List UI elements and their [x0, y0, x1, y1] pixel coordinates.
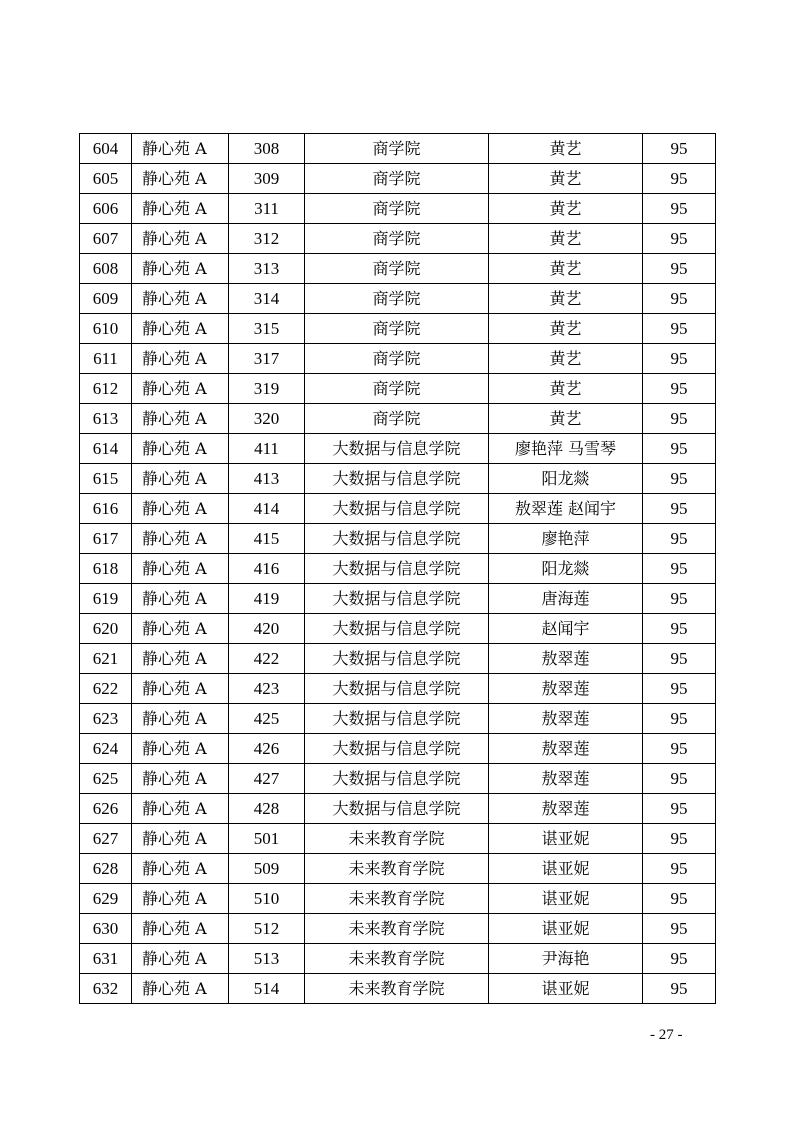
room-number-cell: 312	[229, 224, 305, 254]
building-cell: 静心苑 A	[132, 194, 229, 224]
counselor-cell: 黄艺	[489, 134, 643, 164]
table-row	[80, 644, 716, 674]
building-cell: 静心苑 A	[132, 794, 229, 824]
college-cell: 未来教育学院	[305, 884, 489, 914]
room-number-cell: 317	[229, 344, 305, 374]
room-number-cell: 423	[229, 674, 305, 704]
building-cell: 静心苑 A	[132, 404, 229, 434]
score-cell: 95	[643, 164, 716, 194]
building-cell: 静心苑 A	[132, 464, 229, 494]
room-number-cell: 314	[229, 284, 305, 314]
building-cell: 静心苑 A	[132, 914, 229, 944]
building-cell: 静心苑 A	[132, 974, 229, 1004]
college-cell: 商学院	[305, 314, 489, 344]
table-row	[80, 404, 716, 434]
table-row	[80, 464, 716, 494]
college-cell: 商学院	[305, 284, 489, 314]
room-number-cell: 320	[229, 404, 305, 434]
building-cell: 静心苑 A	[132, 674, 229, 704]
college-cell: 大数据与信息学院	[305, 764, 489, 794]
row-index-cell: 613	[80, 404, 132, 434]
row-index-cell: 606	[80, 194, 132, 224]
page-number: - 27 -	[650, 1027, 683, 1043]
building-cell: 静心苑 A	[132, 134, 229, 164]
college-cell: 大数据与信息学院	[305, 674, 489, 704]
score-cell: 95	[643, 584, 716, 614]
room-number-cell: 311	[229, 194, 305, 224]
building-cell: 静心苑 A	[132, 164, 229, 194]
room-number-cell: 319	[229, 374, 305, 404]
score-cell: 95	[643, 494, 716, 524]
score-cell: 95	[643, 464, 716, 494]
counselor-cell: 敖翠莲	[489, 734, 643, 764]
table-row	[80, 314, 716, 344]
score-cell: 95	[643, 974, 716, 1004]
building-cell: 静心苑 A	[132, 314, 229, 344]
row-index-cell: 628	[80, 854, 132, 884]
room-number-cell: 413	[229, 464, 305, 494]
row-index-cell: 632	[80, 974, 132, 1004]
building-cell: 静心苑 A	[132, 704, 229, 734]
room-number-cell: 512	[229, 914, 305, 944]
counselor-cell: 黄艺	[489, 284, 643, 314]
table-row	[80, 794, 716, 824]
building-cell: 静心苑 A	[132, 944, 229, 974]
row-index-cell: 608	[80, 254, 132, 284]
counselor-cell: 谌亚妮	[489, 974, 643, 1004]
table-row	[80, 344, 716, 374]
room-number-cell: 419	[229, 584, 305, 614]
college-cell: 未来教育学院	[305, 914, 489, 944]
row-index-cell: 631	[80, 944, 132, 974]
row-index-cell: 614	[80, 434, 132, 464]
row-index-cell: 607	[80, 224, 132, 254]
building-cell: 静心苑 A	[132, 434, 229, 464]
college-cell: 商学院	[305, 374, 489, 404]
building-cell: 静心苑 A	[132, 254, 229, 284]
score-cell: 95	[643, 224, 716, 254]
room-number-cell: 415	[229, 524, 305, 554]
room-number-cell: 422	[229, 644, 305, 674]
counselor-cell: 阳龙燚	[489, 464, 643, 494]
score-cell: 95	[643, 794, 716, 824]
score-cell: 95	[643, 854, 716, 884]
table-row	[80, 374, 716, 404]
score-cell: 95	[643, 704, 716, 734]
room-number-cell: 514	[229, 974, 305, 1004]
room-number-cell: 313	[229, 254, 305, 284]
building-cell: 静心苑 A	[132, 494, 229, 524]
table-row	[80, 884, 716, 914]
table-row	[80, 764, 716, 794]
college-cell: 大数据与信息学院	[305, 584, 489, 614]
table-body	[80, 134, 716, 1004]
row-index-cell: 619	[80, 584, 132, 614]
building-cell: 静心苑 A	[132, 344, 229, 374]
row-index-cell: 610	[80, 314, 132, 344]
score-cell: 95	[643, 824, 716, 854]
counselor-cell: 谌亚妮	[489, 854, 643, 884]
college-cell: 商学院	[305, 254, 489, 284]
building-cell: 静心苑 A	[132, 884, 229, 914]
building-cell: 静心苑 A	[132, 584, 229, 614]
table-row	[80, 224, 716, 254]
row-index-cell: 620	[80, 614, 132, 644]
room-number-cell: 501	[229, 824, 305, 854]
table-row	[80, 824, 716, 854]
row-index-cell: 623	[80, 704, 132, 734]
row-index-cell: 616	[80, 494, 132, 524]
table-row	[80, 494, 716, 524]
room-number-cell: 425	[229, 704, 305, 734]
score-cell: 95	[643, 314, 716, 344]
table-row	[80, 584, 716, 614]
building-cell: 静心苑 A	[132, 284, 229, 314]
table-row	[80, 254, 716, 284]
score-cell: 95	[643, 884, 716, 914]
college-cell: 大数据与信息学院	[305, 464, 489, 494]
college-cell: 未来教育学院	[305, 824, 489, 854]
room-number-cell: 427	[229, 764, 305, 794]
college-cell: 大数据与信息学院	[305, 554, 489, 584]
room-number-cell: 513	[229, 944, 305, 974]
room-number-cell: 416	[229, 554, 305, 584]
counselor-cell: 赵闻宇	[489, 614, 643, 644]
counselor-cell: 谌亚妮	[489, 914, 643, 944]
row-index-cell: 617	[80, 524, 132, 554]
row-index-cell: 629	[80, 884, 132, 914]
row-index-cell: 621	[80, 644, 132, 674]
table-row	[80, 434, 716, 464]
building-cell: 静心苑 A	[132, 554, 229, 584]
college-cell: 商学院	[305, 224, 489, 254]
building-cell: 静心苑 A	[132, 224, 229, 254]
counselor-cell: 敖翠莲	[489, 764, 643, 794]
counselor-cell: 尹海艳	[489, 944, 643, 974]
college-cell: 大数据与信息学院	[305, 614, 489, 644]
table-row	[80, 134, 716, 164]
counselor-cell: 敖翠莲	[489, 794, 643, 824]
score-cell: 95	[643, 914, 716, 944]
row-index-cell: 626	[80, 794, 132, 824]
college-cell: 大数据与信息学院	[305, 794, 489, 824]
row-index-cell: 604	[80, 134, 132, 164]
score-cell: 95	[643, 614, 716, 644]
counselor-cell: 黄艺	[489, 314, 643, 344]
score-cell: 95	[643, 254, 716, 284]
table-row	[80, 164, 716, 194]
building-cell: 静心苑 A	[132, 854, 229, 884]
score-cell: 95	[643, 344, 716, 374]
score-cell: 95	[643, 734, 716, 764]
table-row	[80, 734, 716, 764]
college-cell: 商学院	[305, 404, 489, 434]
counselor-cell: 谌亚妮	[489, 824, 643, 854]
building-cell: 静心苑 A	[132, 374, 229, 404]
counselor-cell: 黄艺	[489, 404, 643, 434]
counselor-cell: 敖翠莲	[489, 704, 643, 734]
row-index-cell: 615	[80, 464, 132, 494]
college-cell: 大数据与信息学院	[305, 494, 489, 524]
table-row	[80, 944, 716, 974]
row-index-cell: 612	[80, 374, 132, 404]
building-cell: 静心苑 A	[132, 644, 229, 674]
college-cell: 大数据与信息学院	[305, 434, 489, 464]
room-number-cell: 509	[229, 854, 305, 884]
row-index-cell: 611	[80, 344, 132, 374]
counselor-cell: 敖翠莲	[489, 674, 643, 704]
college-cell: 未来教育学院	[305, 974, 489, 1004]
row-index-cell: 624	[80, 734, 132, 764]
score-cell: 95	[643, 524, 716, 554]
table-row	[80, 704, 716, 734]
score-cell: 95	[643, 764, 716, 794]
score-cell: 95	[643, 404, 716, 434]
counselor-cell: 黄艺	[489, 194, 643, 224]
table-row	[80, 914, 716, 944]
college-cell: 未来教育学院	[305, 944, 489, 974]
counselor-cell: 敖翠莲 赵闻宇	[489, 494, 643, 524]
college-cell: 商学院	[305, 164, 489, 194]
counselor-cell: 廖艳萍	[489, 524, 643, 554]
college-cell: 商学院	[305, 344, 489, 374]
counselor-cell: 谌亚妮	[489, 884, 643, 914]
dormitory-score-table	[79, 133, 716, 1004]
row-index-cell: 622	[80, 674, 132, 704]
room-number-cell: 309	[229, 164, 305, 194]
college-cell: 大数据与信息学院	[305, 734, 489, 764]
table-row	[80, 284, 716, 314]
room-number-cell: 315	[229, 314, 305, 344]
table-row	[80, 194, 716, 224]
counselor-cell: 黄艺	[489, 344, 643, 374]
score-cell: 95	[643, 434, 716, 464]
row-index-cell: 609	[80, 284, 132, 314]
room-number-cell: 414	[229, 494, 305, 524]
building-cell: 静心苑 A	[132, 524, 229, 554]
room-number-cell: 426	[229, 734, 305, 764]
score-cell: 95	[643, 644, 716, 674]
table-row	[80, 554, 716, 584]
room-number-cell: 510	[229, 884, 305, 914]
college-cell: 商学院	[305, 134, 489, 164]
college-cell: 大数据与信息学院	[305, 704, 489, 734]
row-index-cell: 630	[80, 914, 132, 944]
room-number-cell: 308	[229, 134, 305, 164]
building-cell: 静心苑 A	[132, 734, 229, 764]
score-cell: 95	[643, 944, 716, 974]
room-number-cell: 411	[229, 434, 305, 464]
score-cell: 95	[643, 674, 716, 704]
building-cell: 静心苑 A	[132, 764, 229, 794]
table-row	[80, 674, 716, 704]
counselor-cell: 唐海莲	[489, 584, 643, 614]
row-index-cell: 618	[80, 554, 132, 584]
college-cell: 商学院	[305, 194, 489, 224]
college-cell: 未来教育学院	[305, 854, 489, 884]
room-number-cell: 420	[229, 614, 305, 644]
table-row	[80, 524, 716, 554]
counselor-cell: 黄艺	[489, 374, 643, 404]
counselor-cell: 阳龙燚	[489, 554, 643, 584]
counselor-cell: 黄艺	[489, 254, 643, 284]
row-index-cell: 627	[80, 824, 132, 854]
row-index-cell: 625	[80, 764, 132, 794]
score-cell: 95	[643, 194, 716, 224]
table-row	[80, 974, 716, 1004]
counselor-cell: 廖艳萍 马雪琴	[489, 434, 643, 464]
table-row	[80, 614, 716, 644]
score-cell: 95	[643, 374, 716, 404]
building-cell: 静心苑 A	[132, 614, 229, 644]
score-cell: 95	[643, 134, 716, 164]
score-cell: 95	[643, 554, 716, 584]
counselor-cell: 敖翠莲	[489, 644, 643, 674]
college-cell: 大数据与信息学院	[305, 524, 489, 554]
room-number-cell: 428	[229, 794, 305, 824]
counselor-cell: 黄艺	[489, 164, 643, 194]
row-index-cell: 605	[80, 164, 132, 194]
score-cell: 95	[643, 284, 716, 314]
building-cell: 静心苑 A	[132, 824, 229, 854]
table-row	[80, 854, 716, 884]
counselor-cell: 黄艺	[489, 224, 643, 254]
college-cell: 大数据与信息学院	[305, 644, 489, 674]
